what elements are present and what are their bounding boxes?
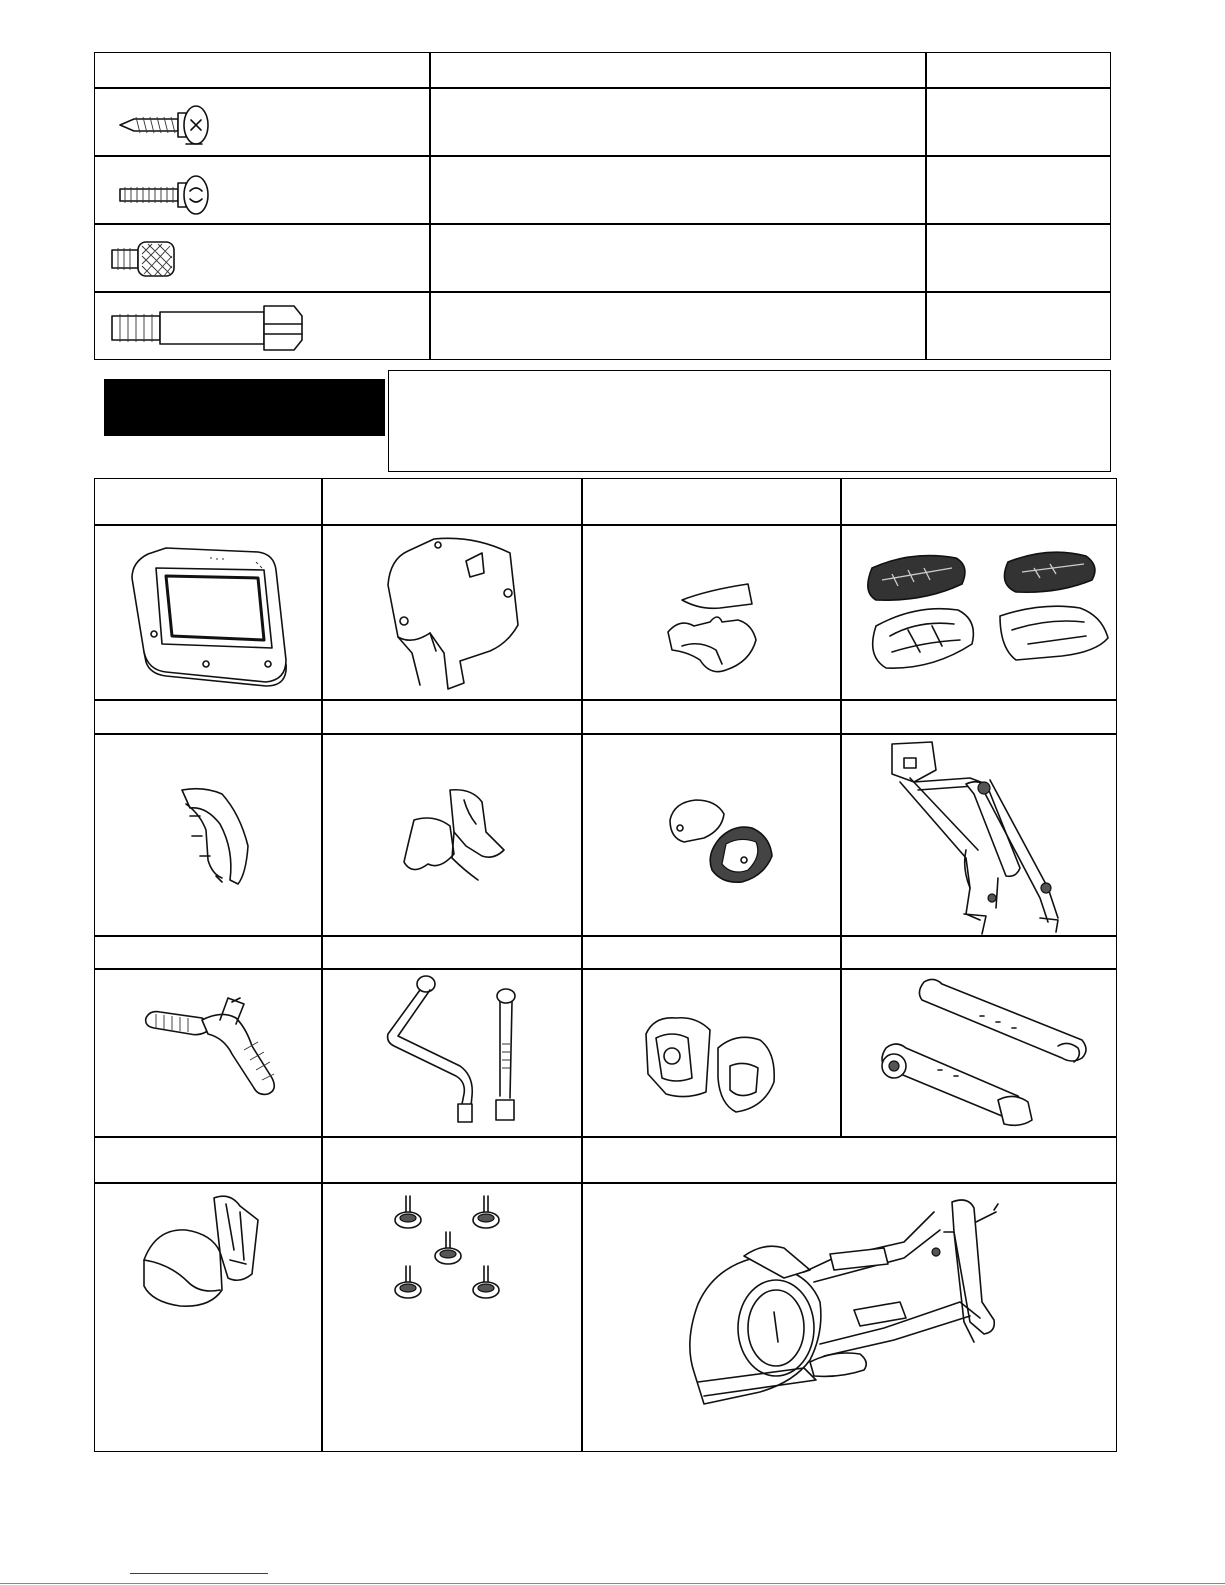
hardware-table-divider (925, 52, 927, 360)
side-cover-icon (160, 780, 260, 890)
socket-bolt-icon (108, 234, 188, 282)
hex-shoulder-bolt-icon (108, 302, 308, 354)
front-cover-icon (378, 533, 528, 693)
machine-screw-icon (116, 170, 216, 220)
stabilizers-icon (868, 976, 1093, 1131)
section-note-box (388, 370, 1111, 472)
hardware-table-divider (94, 87, 1111, 89)
hardware-table-divider (94, 291, 1111, 293)
pivot-covers-icon (394, 784, 514, 894)
hardware-table-divider (94, 155, 1111, 157)
parts-grid-divider (94, 968, 1117, 970)
console-icon (126, 540, 296, 690)
small-covers-icon (660, 580, 770, 680)
parts-grid-divider (321, 478, 323, 1452)
joint-covers-icon (660, 790, 790, 890)
parts-grid-divider (94, 1182, 1117, 1184)
handlebar-icon (140, 994, 290, 1104)
leveling-feet-icon (380, 1190, 510, 1320)
arm-tubes-icon (380, 972, 540, 1132)
parts-grid-divider (94, 733, 1117, 735)
footer-rule (0, 1583, 1225, 1584)
section-title-box (104, 379, 385, 436)
parts-grid-divider (94, 935, 1117, 937)
hardware-table-divider (429, 52, 431, 360)
parts-grid-divider (581, 478, 583, 1452)
parts-grid-divider (94, 1136, 1117, 1138)
covers-pair-icon (636, 1008, 786, 1118)
pedals-icon (852, 540, 1112, 690)
parts-grid-divider (840, 478, 842, 1136)
hardware-table-divider (94, 223, 1111, 225)
tapping-screw-icon (116, 100, 216, 150)
parts-grid-divider (94, 699, 1117, 701)
parts-grid-divider (94, 524, 1117, 526)
elliptical-main-frame-icon (684, 1192, 1024, 1412)
upright-frame-icon (870, 738, 1090, 934)
cup-holder-icon (130, 1190, 290, 1320)
